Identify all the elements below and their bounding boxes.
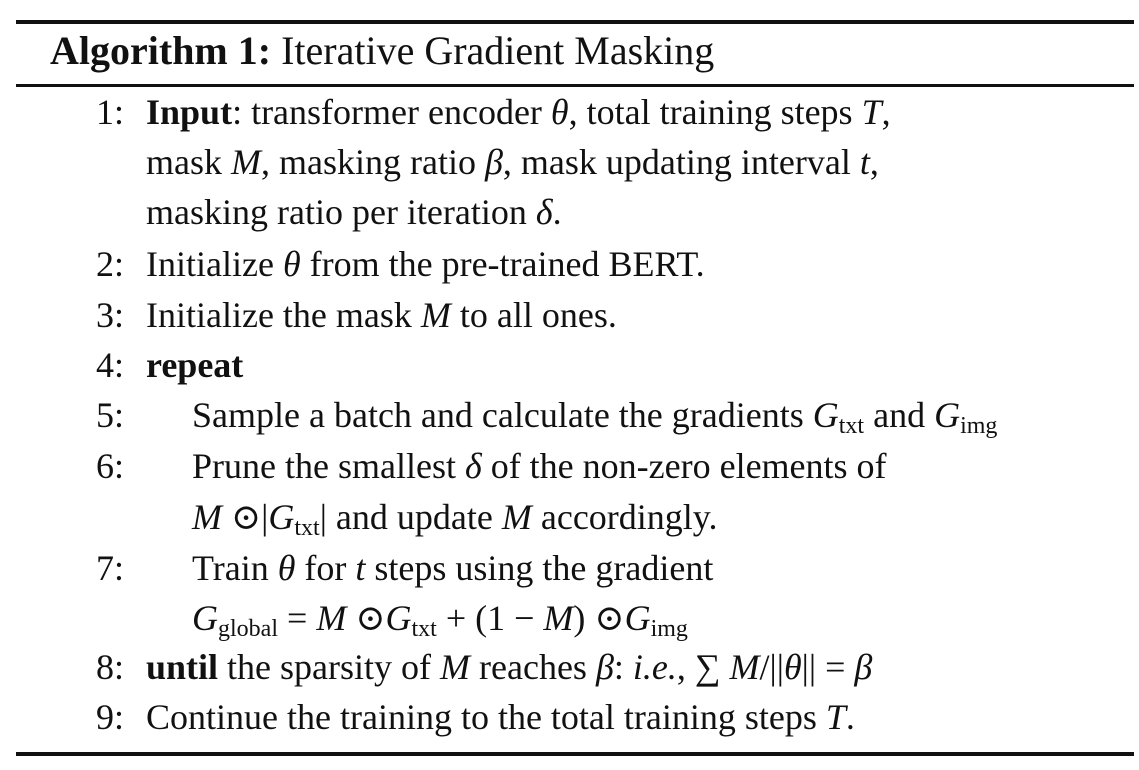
step-text: Train θ for t steps using the gradient [192,548,714,588]
step-number: 5: [96,395,125,435]
algorithm-label: Algorithm 1: [50,28,272,73]
step-number: 8: [96,647,125,687]
algorithm-name: Iterative Gradient Masking [281,28,715,73]
step-text: Continue the training to the total training steps T. [146,697,855,737]
step-number: 2: [96,244,125,284]
step-text: mask M, masking ratio β, mask updating interval t, [146,142,879,182]
step-text: Prune the smallest δ of the non-zero elements of [192,446,887,486]
keyword-repeat: repeat [146,345,244,385]
step-text: Initialize θ from the pre-trained BERT. [146,244,705,284]
step-number: 4: [96,345,125,385]
keyword-input: Input [146,92,233,132]
algorithm-title [50,22,714,80]
step-text: masking ratio per iteration δ. [146,192,562,232]
step-text: M $⊙|G_{txt}|$ and update M accordingly. [192,497,718,541]
step-number: 6: [96,446,125,486]
step-number: 3: [96,295,125,335]
step-text: $G_{global} = M$ $⊙G_{txt} + (1 - M)$ $⊙G_{img}$ [192,598,688,642]
step-number: 7: [96,548,125,588]
step-number: 1: [96,92,125,132]
step-text: Input: transformer encoder θ, total training steps T, [146,92,891,132]
step-number: 9: [96,697,125,737]
header-rule [16,84,1134,87]
step-text: Initialize the mask M to all ones. [146,295,617,335]
step-text: Sample a batch and calculate the gradients $G_{txt}$ and $G_{img}$ [192,395,998,439]
bottom-rule [16,752,1134,756]
keyword-until: until [146,647,219,687]
step-text: until the sparsity of M reaches β: i.e., ∑ M/||θ|| = β [146,647,873,687]
